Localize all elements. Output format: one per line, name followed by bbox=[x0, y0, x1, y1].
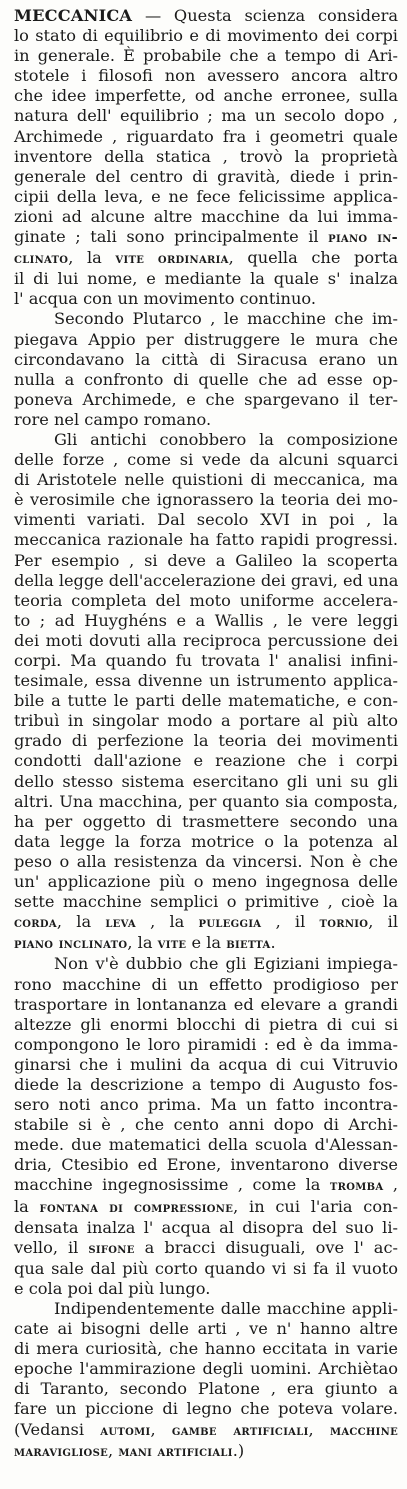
text-line bbox=[14, 1095, 398, 1115]
text-run: altezze gli enormi blocchi di pietra di cui si bbox=[14, 1014, 398, 1034]
text-line bbox=[14, 1115, 398, 1135]
small-caps-term: macchine bbox=[329, 1421, 399, 1439]
text-line bbox=[14, 66, 398, 86]
small-caps-term: clinato bbox=[14, 250, 69, 268]
text-run: meccanica razionale ha fatto rapidi progressi. bbox=[14, 530, 398, 550]
text-line bbox=[14, 631, 398, 651]
text-run: ginarsi che i mulini da acqua di cui Vitruvio bbox=[14, 1054, 398, 1074]
small-caps-term: fontana di compressione bbox=[39, 1198, 234, 1216]
text-run: zioni ad alcune altre macchine da lui imma- bbox=[14, 206, 398, 226]
headword: MECCANICA bbox=[14, 6, 133, 25]
text-run: sero noti anco prima. Ma un fatto incontra- bbox=[14, 1095, 398, 1115]
text-line bbox=[14, 1035, 398, 1055]
text-run: vimenti variati. Dal secolo XVI in poi , la bbox=[14, 510, 398, 530]
paragraph bbox=[14, 1299, 398, 1462]
text-run: rore nel campo romano. bbox=[14, 409, 212, 429]
small-caps-term: piano in- bbox=[328, 229, 398, 247]
text-run: e cola poi dal più lungo. bbox=[14, 1278, 211, 1298]
text-line bbox=[14, 611, 398, 631]
article-column bbox=[14, 6, 398, 1462]
text-line bbox=[14, 1218, 398, 1238]
text-line bbox=[14, 1279, 398, 1299]
text-line bbox=[14, 1075, 398, 1095]
text-run: a bracci disuguali, ove l' ac- bbox=[134, 1237, 398, 1257]
text-run: piegava Appio per distruggere le mura che bbox=[14, 329, 398, 349]
text-line bbox=[14, 1379, 398, 1399]
text-line bbox=[14, 1238, 398, 1259]
text-run: inventore della statica , trovò la proprietà bbox=[14, 146, 398, 166]
text-line bbox=[14, 269, 398, 289]
text-line bbox=[14, 187, 398, 207]
text-line bbox=[14, 591, 398, 611]
text-run: dei moti dovuti alla reciproca percussione dei bbox=[14, 630, 398, 650]
text-run: lo stato di equilibrio e di movimento dei corpi bbox=[14, 26, 398, 46]
text-line bbox=[14, 1155, 398, 1175]
text-run: l' acqua con un movimento continuo. bbox=[14, 289, 316, 309]
text-run: , la bbox=[127, 933, 158, 953]
text-run: , bbox=[383, 1175, 398, 1195]
text-line bbox=[14, 975, 398, 995]
text-line bbox=[14, 912, 398, 933]
text-run: il di lui nome, e mediante la quale s' inalza bbox=[14, 269, 398, 289]
text-run: tribuì in singolar modo a portare al più alto bbox=[14, 711, 398, 731]
text-run: , il bbox=[368, 912, 399, 932]
text-line bbox=[14, 1441, 398, 1462]
small-caps-term: puleggia bbox=[198, 914, 262, 932]
text-line bbox=[14, 46, 398, 66]
text-line bbox=[14, 1319, 398, 1339]
small-caps-term: vite ordinaria bbox=[115, 250, 229, 268]
text-run: dello stesso sistema esercitano gli uni su gli bbox=[14, 771, 398, 791]
text-run: della legge dell'accelerazione dei gravi, ed una bbox=[14, 570, 399, 590]
text-run: un' applicazione più o meno ingegnosa delle bbox=[14, 872, 398, 892]
text-run: Indipendentemente dalle macchine appli- bbox=[54, 1299, 398, 1318]
text-line bbox=[14, 207, 398, 227]
text-run: , quella che porta bbox=[228, 248, 398, 268]
text-line bbox=[14, 26, 398, 46]
text-line bbox=[14, 350, 398, 370]
text-run: mede. due matematici della scuola d'Alessan- bbox=[14, 1135, 398, 1155]
text-line bbox=[14, 892, 398, 912]
text-line bbox=[14, 711, 398, 731]
text-line bbox=[14, 995, 398, 1015]
text-run: vello, il bbox=[14, 1237, 89, 1257]
small-caps-term: corda bbox=[14, 914, 57, 932]
text-run: stabile si è , che cento anni dopo di Archi- bbox=[14, 1115, 398, 1135]
text-run: generale del centro di gravità, diede i prin- bbox=[14, 166, 398, 186]
text-line bbox=[14, 1399, 398, 1419]
text-run: in generale. È probabile che a tempo di Ari- bbox=[14, 46, 398, 66]
text-line bbox=[14, 691, 398, 711]
text-line bbox=[14, 651, 398, 671]
text-run: dria, Ctesibio ed Erone, inventarono diverse bbox=[14, 1155, 398, 1175]
text-run: e la bbox=[186, 933, 227, 953]
paragraph bbox=[14, 954, 398, 1299]
text-line bbox=[14, 832, 398, 852]
small-caps-term: tornio bbox=[319, 914, 369, 932]
text-run: diede la descrizione a tempo di Augusto fos- bbox=[14, 1074, 398, 1094]
text-run: , in cui l'aria con- bbox=[233, 1196, 398, 1216]
text-line bbox=[14, 490, 398, 510]
text-line bbox=[14, 933, 398, 954]
text-run: nulla a confronto di quelle che ad esse op- bbox=[14, 369, 398, 389]
small-caps-term: vite bbox=[157, 935, 187, 953]
text-line bbox=[14, 106, 398, 126]
text-run: che idee imperfette, od anche erronee, sulla bbox=[14, 86, 398, 106]
text-run: è verosimile che ignorassero la teoria dei mo- bbox=[14, 490, 398, 510]
small-caps-term: sifone bbox=[88, 1239, 135, 1257]
text-line bbox=[14, 167, 398, 187]
text-run: sette macchine semplici o primitive , cioè la bbox=[14, 892, 398, 912]
text-run: stotele i filosofi non avessero ancora altro bbox=[14, 66, 398, 86]
text-run: — Questa scienza considera bbox=[132, 6, 398, 25]
text-line bbox=[14, 248, 398, 269]
text-run: data legge la forza motrice o la potenza al bbox=[14, 831, 398, 851]
text-run: Per esempio , si deve a Galileo la scoperta bbox=[14, 550, 398, 570]
small-caps-term: bietta bbox=[226, 935, 271, 953]
text-line bbox=[14, 1259, 398, 1279]
text-line bbox=[14, 852, 398, 872]
text-line bbox=[14, 1135, 398, 1155]
paragraph bbox=[14, 430, 398, 954]
text-run: , la bbox=[68, 248, 116, 268]
small-caps-term: mani artificiali bbox=[118, 1442, 233, 1460]
text-run: fare un piccione di legno che poteva volare. bbox=[14, 1399, 398, 1419]
text-run: Gli antichi conobbero la composizione bbox=[54, 429, 398, 449]
text-line bbox=[14, 792, 398, 812]
text-line bbox=[14, 227, 398, 248]
text-run: la bbox=[14, 1196, 40, 1216]
text-line bbox=[14, 772, 398, 792]
text-line bbox=[14, 1359, 398, 1379]
text-line bbox=[14, 86, 398, 106]
text-run: rono macchine di un effetto prodigioso per bbox=[14, 974, 398, 994]
small-caps-term: leva bbox=[105, 914, 136, 932]
paragraph bbox=[14, 6, 398, 309]
text-line bbox=[14, 872, 398, 892]
text-run: cipii della leva, e ne fece felicissime applica- bbox=[14, 186, 398, 206]
text-line bbox=[14, 1197, 398, 1218]
text-line bbox=[14, 731, 398, 751]
text-line bbox=[14, 390, 398, 410]
text-run: grado di perfezione la teoria dei movimenti bbox=[14, 731, 398, 751]
text-run: , bbox=[108, 1440, 119, 1460]
small-caps-term: maravigliose bbox=[14, 1442, 109, 1460]
text-run: to ; ad Huyghéns e a Wallis , le vere leggi bbox=[14, 610, 398, 630]
text-run: Non v'è dubbio che gli Egiziani impiega- bbox=[54, 954, 398, 974]
small-caps-term: automi bbox=[100, 1421, 151, 1439]
text-run: altri. Una macchina, per quanto sia composta, bbox=[14, 791, 398, 811]
text-line bbox=[14, 370, 398, 390]
text-line bbox=[14, 1420, 398, 1441]
text-line bbox=[14, 751, 398, 771]
small-caps-term: tromba bbox=[329, 1177, 384, 1195]
text-run: densata inalza l' acqua al disopra del suo li- bbox=[14, 1217, 398, 1237]
text-run: cate ai bisogni delle arti , ve n' hanno altre bbox=[14, 1319, 398, 1339]
text-run: compongono le loro piramidi : ed è da imma- bbox=[14, 1034, 398, 1054]
text-line bbox=[14, 571, 398, 591]
text-run: epoche l'ammirazione degli uomini. Archiètao bbox=[14, 1359, 398, 1379]
text-run: teoria completa del moto uniforme accelera- bbox=[14, 590, 398, 610]
text-run: condotti dall'azione e reazione che i corpi bbox=[14, 751, 398, 771]
text-run: (Vedansi bbox=[14, 1419, 101, 1439]
text-run: di mera curiosità, che hanno eccitata in varie bbox=[14, 1339, 398, 1359]
text-run: .) bbox=[232, 1440, 245, 1460]
text-line bbox=[14, 510, 398, 530]
text-line bbox=[14, 430, 398, 450]
text-run: circondavano la città di Siracusa erano un bbox=[14, 349, 398, 369]
text-run: macchine ingegnosissime , come la bbox=[14, 1175, 330, 1195]
text-line bbox=[14, 1175, 398, 1196]
small-caps-term: piano inclinato bbox=[14, 935, 128, 953]
text-line bbox=[14, 330, 398, 350]
text-run: di Aristotele nelle quistioni di meccanica, ma bbox=[14, 470, 398, 490]
text-run: peso o alla resistenza da vincersi. Non è che bbox=[14, 851, 398, 871]
text-run: bile a tutte le parti delle matematiche, e con- bbox=[14, 691, 398, 711]
text-line bbox=[14, 954, 398, 974]
small-caps-term: gambe artificiali bbox=[171, 1421, 309, 1439]
text-line bbox=[14, 1055, 398, 1075]
text-run: corpi. Ma quando fu trovata l' analisi infini- bbox=[14, 651, 398, 670]
text-run: ginate ; tali sono principalmente il bbox=[14, 227, 329, 247]
text-line bbox=[14, 309, 398, 329]
text-line bbox=[14, 812, 398, 832]
text-line bbox=[14, 1015, 398, 1035]
text-line bbox=[14, 410, 398, 430]
text-run: ha per oggetto di trasmettere secondo una bbox=[14, 811, 398, 831]
text-line bbox=[14, 530, 398, 550]
text-line bbox=[14, 6, 398, 26]
paragraph bbox=[14, 309, 398, 430]
text-line bbox=[14, 289, 398, 309]
text-run: poneva Archimede, e che spargevano il ter- bbox=[14, 389, 398, 409]
text-run: Secondo Plutarco , le macchine che im- bbox=[54, 309, 398, 329]
text-run: tesimale, essa divenne un istrumento applica- bbox=[14, 671, 398, 691]
text-run: natura dell' equilibrio ; ma un secolo dopo , bbox=[14, 106, 398, 126]
text-run: , il bbox=[261, 912, 320, 932]
text-line bbox=[14, 450, 398, 470]
text-run: di Taranto, secondo Platone , era giunto a bbox=[14, 1379, 398, 1399]
text-run: . bbox=[270, 933, 276, 953]
text-line bbox=[14, 671, 398, 691]
text-run: trasportare in lontananza ed elevare a grandi bbox=[14, 994, 398, 1014]
text-run: delle forze , come si vede da alcuni squarci bbox=[14, 450, 398, 470]
text-run: , la bbox=[56, 912, 106, 932]
text-run: , la bbox=[135, 912, 199, 932]
text-line bbox=[14, 147, 398, 167]
text-line bbox=[14, 551, 398, 571]
text-line bbox=[14, 1299, 398, 1319]
text-run: Archimede , riguardato fra i geometri quale bbox=[14, 126, 398, 146]
text-line bbox=[14, 470, 398, 490]
text-line bbox=[14, 127, 398, 147]
text-run: qua sale dal più corto quando vi si fa il vuoto bbox=[14, 1258, 398, 1278]
text-run: , bbox=[150, 1419, 172, 1439]
text-run: , bbox=[308, 1419, 330, 1439]
text-line bbox=[14, 1339, 398, 1359]
